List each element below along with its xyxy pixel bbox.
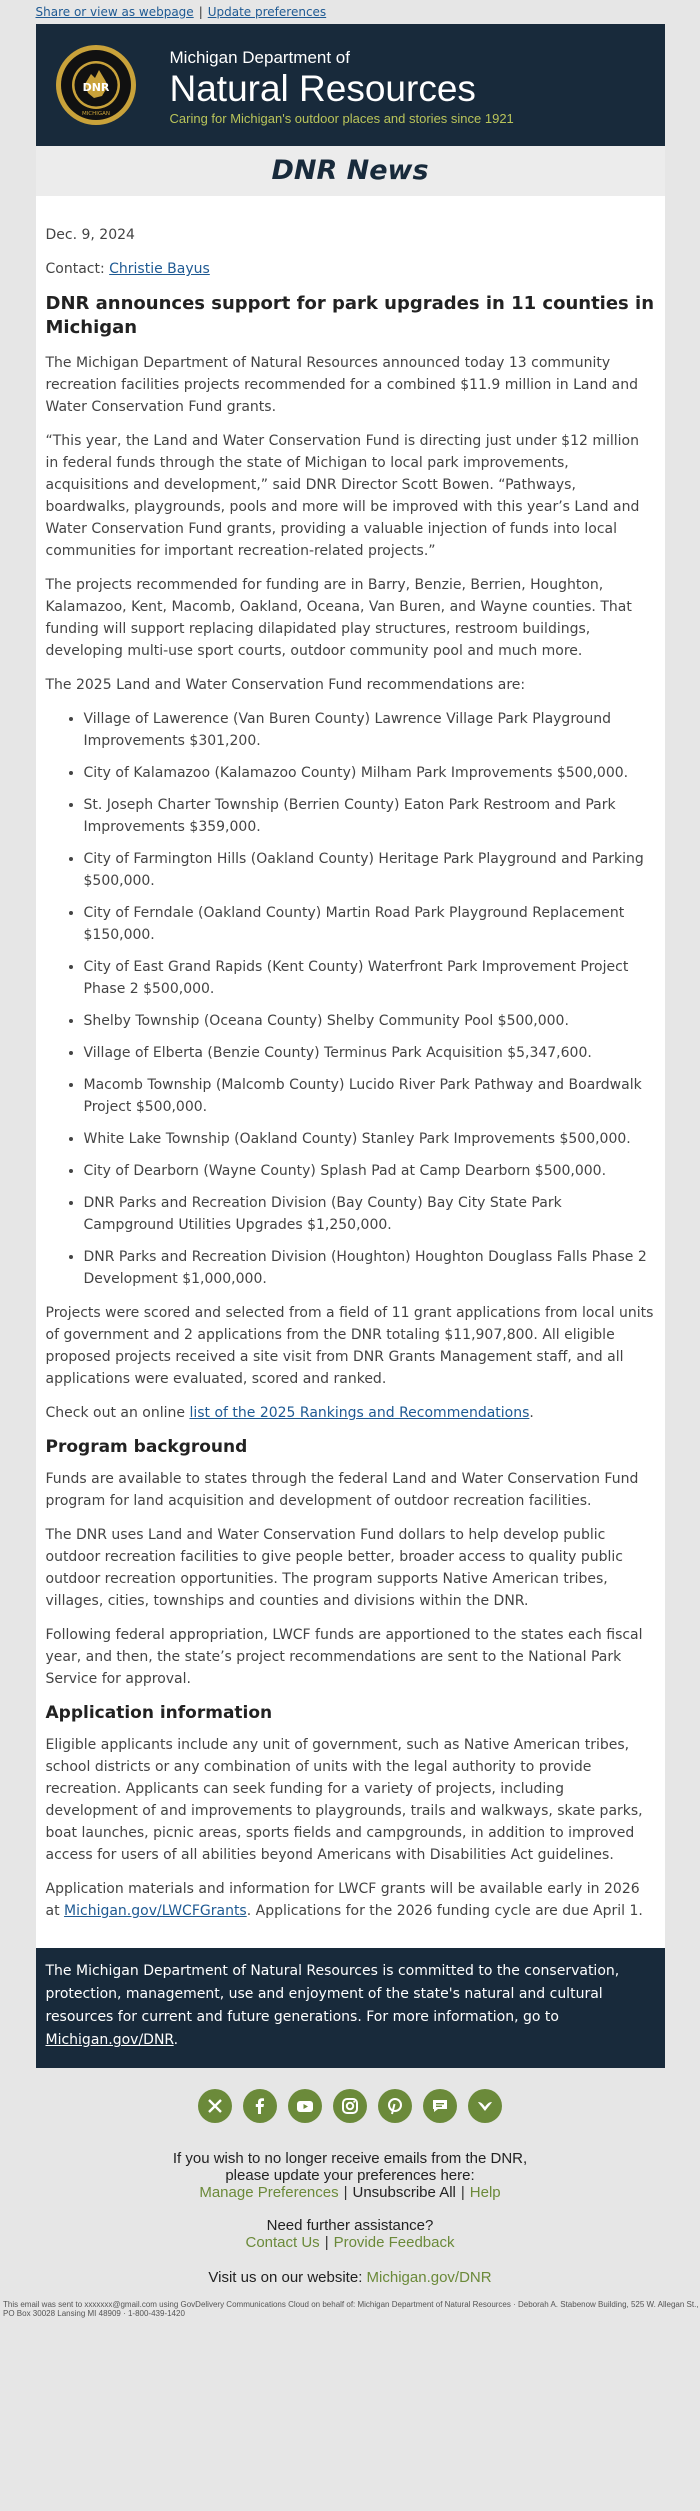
lwcf-grants-link[interactable]: Michigan.gov/LWCFGrants [64, 1903, 247, 1919]
instagram-icon[interactable] [333, 2089, 367, 2123]
assistance-text: Need further assistance? [266, 2217, 434, 2234]
unsubscribe-all-link[interactable]: Unsubscribe All [352, 2184, 456, 2201]
social-links [36, 2068, 665, 2144]
x-icon[interactable] [198, 2089, 232, 2123]
paragraph [46, 1878, 655, 1922]
banner-title: Natural Resources [169, 68, 476, 109]
seal-michigan-text: MICHIGAN [81, 111, 110, 117]
provide-feedback-link[interactable]: Provide Feedback [333, 2234, 455, 2251]
help-link[interactable]: Help [469, 2184, 501, 2201]
contact-line [46, 258, 655, 280]
list-item: • Macomb Township (Malcomb County) Lucido River Park Pathway and Boardwalk Project $500,000. [84, 1074, 655, 1118]
text: . Applications for the 2026 funding cycle are due April 1. [246, 1903, 643, 1919]
recommendations-list [46, 708, 655, 1290]
paragraph: The 2025 Land and Water Conservation Fund recommendations are: [45, 677, 526, 693]
seal-dnr-text: DNR [82, 81, 109, 94]
list-item: • Village of Lawerence (Van Buren County) Lawrence Village Park Playground Improvements $301,200. [84, 708, 655, 752]
list-item: • White Lake Township (Oakland County) Stanley Park Improvements $500,000. [84, 1128, 655, 1150]
chat-icon[interactable] [423, 2089, 457, 2123]
list-item: • City of Kalamazoo (Kalamazoo County) Milham Park Improvements $500,000. [84, 762, 655, 784]
list-item: • City of Farmington Hills (Oakland County) Heritage Park Playground and Parking $500,000. [84, 848, 655, 892]
disclaimer: This email was sent to xxxxxxx@gmail.com using GovDelivery Communications Cloud on behalf of: Michigan Department of Natural Resources · Deborah A. Stabenow Building, 525 W. Allegan St., PO Box 30028 Lansing MI 48909 · 1-800-439-1420 [3, 2300, 699, 2318]
paragraph: The DNR uses Land and Water Conservation Fund dollars to help develop public outdoor recreation facilities to give people better, broader access to quality public outdoor recreation opportunities. The program supports Native American tribes, villages, cities, townships and counties and divisions within the DNR. [45, 1527, 623, 1609]
email-body [36, 24, 665, 2068]
paragraph: Projects were scored and selected from a field of 11 grant applications from local units of government and 2 applications from the DNR totaling $11,907,800. All eligible proposed projects received a site visit from DNR Grants Management staff, and all applications were evaluated, scored and ranked. [45, 1305, 654, 1387]
text: Check out an online [45, 1405, 190, 1421]
paragraph: “This year, the Land and Water Conservation Fund is directing just under $12 million in federal funds through the state of Michigan to local park improvements, acquisitions and development,” said DNR Director Scott Bowen. “Pathways, boardwalks, playgrounds, pools and more will be improved with this year’s Land and Water Conservation Fund grants, providing a valuable injection of funds into local communities for important recreation-related projects.” [45, 433, 640, 559]
text: Application materials and information for LWCF grants will be available early in 2026 at [45, 1881, 640, 1919]
website-link[interactable]: Michigan.gov/DNR [366, 2269, 492, 2286]
section-heading: Application information [45, 1703, 273, 1723]
list-item: • City of Dearborn (Wayne County) Splash Pad at Camp Dearborn $500,000. [84, 1160, 655, 1182]
dnr-website-link[interactable]: Michigan.gov/DNR [45, 2032, 174, 2048]
view-as-webpage-link[interactable]: Share or view as webpage [35, 5, 194, 19]
list-item: • Village of Elberta (Benzie County) Terminus Park Acquisition $5,347,600. [84, 1042, 655, 1064]
manage-preferences-link[interactable]: Manage Preferences [199, 2184, 339, 2201]
contact-link[interactable]: Christie Bayus [109, 261, 210, 277]
banner-tagline: Caring for Michigan's outdoor places and stories since 1921 [169, 111, 514, 126]
paragraph: Following federal appropriation, LWCF funds are apportioned to the states each fiscal year, and then, the state’s project recommendations are sent to the National Park Service for approval. [45, 1627, 643, 1687]
bird-icon[interactable] [468, 2089, 502, 2123]
header-banner [36, 24, 665, 146]
contact-us-link[interactable]: Contact Us [245, 2234, 320, 2251]
dnr-seal-logo [55, 44, 137, 126]
list-item: • City of Ferndale (Oakland County) Martin Road Park Playground Replacement $150,000. [84, 902, 655, 946]
headline: DNR announces support for park upgrades in 11 counties in Michigan [45, 293, 655, 338]
separator: | [198, 5, 203, 19]
list-item: • Shelby Township (Oceana County) Shelby Community Pool $500,000. [84, 1010, 655, 1032]
mission-footer [36, 1948, 665, 2068]
paragraph: The projects recommended for funding are in Barry, Benzie, Berrien, Houghton, Kalamazoo, Kent, Macomb, Oakland, Oceana, Van Buren, and Wayne counties. That funding will support replacing dilapidated play structures, restroom buildings, developing multi-use sport courts, outdoor community pool and much more. [45, 577, 632, 659]
mission-text: The Michigan Department of Natural Resources is committed to the conservation, protection, management, use and enjoyment of the state's natural and cultural resources for current and future generations. For more information, go to [45, 1963, 620, 2025]
paragraph [46, 1402, 655, 1424]
top-links [36, 0, 665, 24]
news-title: DNR News [36, 146, 665, 196]
list-item: • DNR Parks and Recreation Division (Bay County) Bay City State Park Campground Utilities Upgrades $1,250,000. [84, 1192, 655, 1236]
paragraph: Eligible applicants include any unit of government, such as Native American tribes, school districts or any combination of units with the legal authority to provide recreation. Applicants can seek funding for a variety of projects, including development of and improvements to playgrounds, trails and walkways, skate parks, boat launches, picnic areas, sports fields and campgrounds, in addition to improved access for users of all abilities beyond Americans with Disabilities Act guidelines. [45, 1737, 643, 1863]
separator: | [343, 2184, 348, 2201]
article [36, 196, 665, 1948]
section-heading: Program background [45, 1437, 248, 1457]
unsubscribe-text-1: If you wish to no longer receive emails from the DNR, [172, 2150, 528, 2167]
article-date: Dec. 9, 2024 [45, 227, 135, 243]
govdelivery-footer [0, 2150, 700, 2286]
text: . [173, 2032, 179, 2048]
contact-label: Contact: [45, 261, 105, 277]
paragraph: Funds are available to states through the federal Land and Water Conservation Fund program for land acquisition and development of outdoor recreation facilities. [45, 1471, 639, 1509]
paragraph: The Michigan Department of Natural Resources announced today 13 community recreation facilities projects recommended for a combined $11.9 million in Land and Water Conservation Fund grants. [45, 355, 639, 415]
list-item: • St. Joseph Charter Township (Berrien County) Eaton Park Restroom and Park Improvements $359,000. [84, 794, 655, 838]
text: . [529, 1405, 534, 1421]
unsubscribe-text-2: please update your preferences here: [225, 2167, 475, 2184]
separator: | [324, 2234, 329, 2251]
youtube-icon[interactable] [288, 2089, 322, 2123]
rankings-link[interactable]: list of the 2025 Rankings and Recommendations [189, 1405, 530, 1421]
visit-text: Visit us on our website: [208, 2269, 363, 2286]
pinterest-icon[interactable] [378, 2089, 412, 2123]
banner-line1: Michigan Department of [169, 48, 350, 67]
list-item: • City of East Grand Rapids (Kent County) Waterfront Park Improvement Project Phase 2 $500,000. [84, 956, 655, 1000]
update-preferences-link[interactable]: Update preferences [207, 5, 327, 19]
facebook-icon[interactable] [243, 2089, 277, 2123]
separator: | [460, 2184, 465, 2201]
list-item: • DNR Parks and Recreation Division (Houghton) Houghton Douglass Falls Phase 2 Development $1,000,000. [84, 1246, 655, 1290]
